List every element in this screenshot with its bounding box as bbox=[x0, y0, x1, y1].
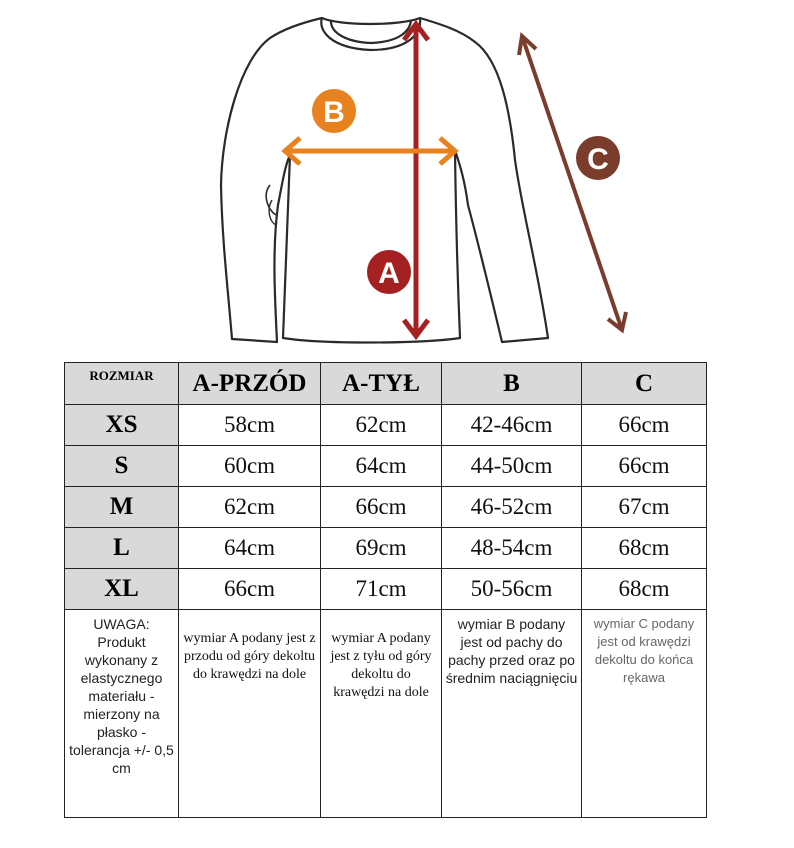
header-a-back: A-TYŁ bbox=[321, 363, 442, 405]
table-header-row bbox=[65, 363, 707, 405]
badge-a bbox=[367, 250, 411, 294]
cell-a-back: 69cm bbox=[321, 528, 442, 569]
table-row bbox=[65, 446, 707, 487]
cell-a-front: 60cm bbox=[179, 446, 321, 487]
note-general: UWAGA: Produkt wykonany z elastycznego materiału - mierzony na płasko - tolerancja +/- 0,5 cm bbox=[65, 610, 179, 818]
cell-b: 48-54cm bbox=[442, 528, 582, 569]
header-a-front: A-PRZÓD bbox=[179, 363, 321, 405]
cell-c: 66cm bbox=[582, 405, 707, 446]
svg-text:A: A bbox=[378, 257, 400, 290]
size-label: L bbox=[65, 528, 179, 569]
size-label: XL bbox=[65, 569, 179, 610]
cell-a-back: 66cm bbox=[321, 487, 442, 528]
note-a-back: wymiar A podany jest z tyłu od góry dekoltu do krawędzi na dole bbox=[321, 610, 442, 818]
cell-a-front: 64cm bbox=[179, 528, 321, 569]
measurement-diagram bbox=[0, 0, 794, 362]
size-label: M bbox=[65, 487, 179, 528]
header-b: B bbox=[442, 363, 582, 405]
cell-a-back: 71cm bbox=[321, 569, 442, 610]
cell-b: 50-56cm bbox=[442, 569, 582, 610]
note-b: wymiar B podany jest od pachy do pachy przed oraz po średnim naciągnięciu bbox=[442, 610, 582, 818]
cell-a-front: 66cm bbox=[179, 569, 321, 610]
table-row bbox=[65, 405, 707, 446]
svg-text:C: C bbox=[587, 143, 609, 176]
header-c: C bbox=[582, 363, 707, 405]
svg-text:B: B bbox=[323, 96, 345, 129]
shirt-illustration bbox=[221, 18, 548, 343]
cell-c: 68cm bbox=[582, 569, 707, 610]
cell-a-front: 58cm bbox=[179, 405, 321, 446]
cell-c: 66cm bbox=[582, 446, 707, 487]
table-row bbox=[65, 569, 707, 610]
cell-a-front: 62cm bbox=[179, 487, 321, 528]
header-rozmiar: ROZMIAR bbox=[65, 363, 179, 405]
cell-b: 46-52cm bbox=[442, 487, 582, 528]
cell-c: 67cm bbox=[582, 487, 707, 528]
badge-c bbox=[576, 136, 620, 180]
badge-b bbox=[312, 89, 356, 133]
cell-b: 44-50cm bbox=[442, 446, 582, 487]
table-row bbox=[65, 487, 707, 528]
cell-a-back: 62cm bbox=[321, 405, 442, 446]
size-label: S bbox=[65, 446, 179, 487]
notes-row bbox=[65, 610, 707, 818]
cell-b: 42-46cm bbox=[442, 405, 582, 446]
size-label: XS bbox=[65, 405, 179, 446]
note-a-front: wymiar A podany jest z przodu od góry dekoltu do krawędzi na dole bbox=[179, 610, 321, 818]
cell-c: 68cm bbox=[582, 528, 707, 569]
cell-a-back: 64cm bbox=[321, 446, 442, 487]
size-table bbox=[64, 362, 707, 818]
note-c: wymiar C podany jest od krawędzi dekoltu do końca rękawa bbox=[582, 610, 707, 818]
table-row bbox=[65, 528, 707, 569]
